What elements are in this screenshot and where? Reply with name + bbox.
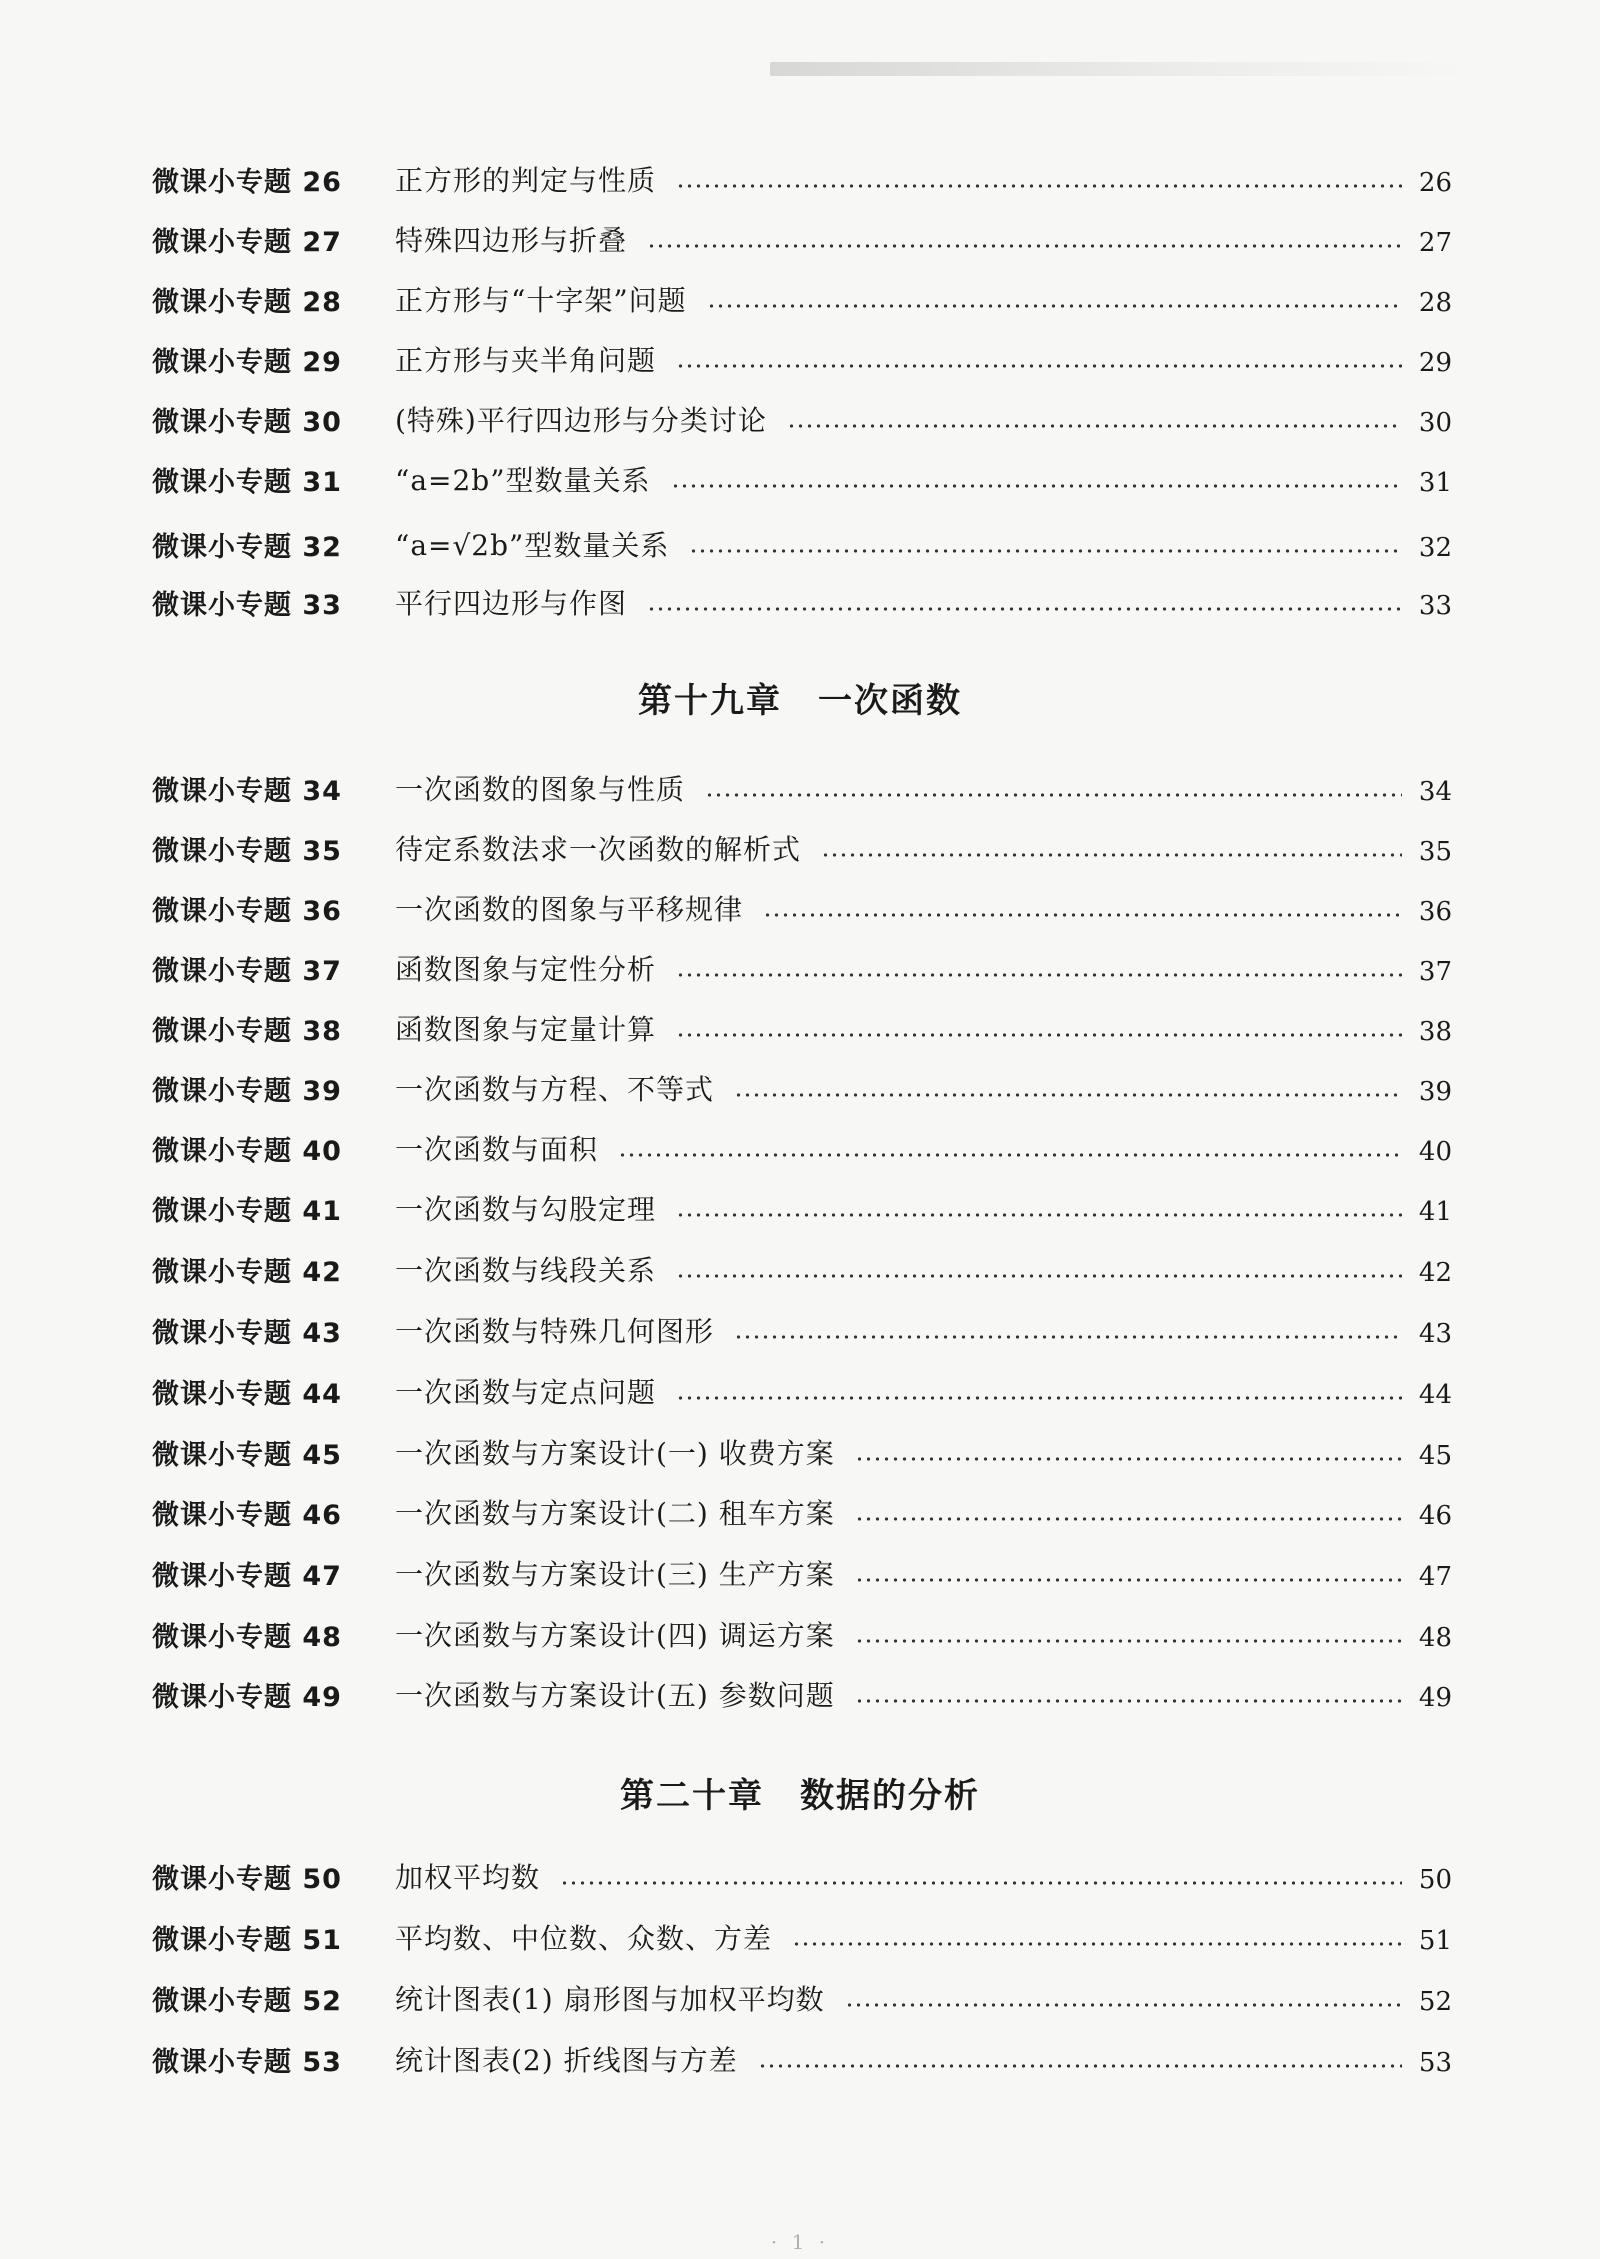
toc-entry[interactable] [152, 1184, 1452, 1232]
entry-page: 42 [1418, 1258, 1452, 1288]
toc-entry[interactable] [152, 1852, 1452, 1900]
entry-page: 27 [1418, 228, 1452, 258]
dot-leader [763, 913, 1402, 917]
entry-title: 一次函数与方程、不等式 [395, 1073, 715, 1106]
entry-label: 微课小专题 48 [152, 1621, 342, 1653]
toc-entry[interactable] [152, 1670, 1452, 1718]
entry-title: 正方形与“十字架”问题 [395, 284, 687, 317]
toc-entry[interactable] [152, 2035, 1452, 2083]
entry-page: 53 [1418, 2048, 1452, 2078]
entry-page: 47 [1418, 1562, 1452, 1592]
entry-label: 微课小专题 46 [152, 1499, 342, 1531]
entry-page: 31 [1418, 468, 1452, 498]
dot-leader [676, 184, 1402, 188]
toc-entry[interactable] [152, 520, 1452, 568]
dot-leader [671, 484, 1402, 488]
entry-page: 34 [1418, 777, 1452, 807]
entry-page: 43 [1418, 1319, 1452, 1349]
dot-leader [647, 607, 1402, 611]
entry-label: 微课小专题 36 [152, 895, 342, 927]
toc-entry[interactable] [152, 1245, 1452, 1293]
entry-label: 微课小专题 27 [152, 226, 342, 258]
entry-page: 30 [1418, 408, 1452, 438]
dot-leader [855, 1517, 1402, 1521]
entry-page: 48 [1418, 1623, 1452, 1653]
entry-page: 26 [1418, 168, 1452, 198]
toc-entry[interactable] [152, 1306, 1452, 1354]
entry-label: 微课小专题 53 [152, 2046, 342, 2078]
entry-label: 微课小专题 44 [152, 1378, 342, 1410]
entry-label: 微课小专题 28 [152, 286, 342, 318]
entry-page: 28 [1418, 288, 1452, 318]
chapter-20-title: 第二十章 数据的分析 [620, 1776, 980, 1816]
entry-title: 统计图表(2) 折线图与方差 [395, 2044, 738, 2077]
entry-label: 微课小专题 47 [152, 1560, 342, 1592]
dot-leader [734, 1093, 1402, 1097]
entry-title: (特殊)平行四边形与分类讨论 [395, 404, 767, 437]
entry-title: 加权平均数 [395, 1861, 541, 1894]
toc-entry[interactable] [152, 155, 1452, 203]
entry-page: 50 [1418, 1865, 1452, 1895]
toc-entry[interactable] [152, 1064, 1452, 1112]
toc-entry[interactable] [152, 1549, 1452, 1597]
toc-entry[interactable] [152, 1004, 1452, 1052]
entry-page: 32 [1418, 533, 1452, 563]
dot-leader [707, 304, 1402, 308]
entry-title: “a=√2b”型数量关系 [395, 529, 670, 562]
entry-label: 微课小专题 41 [152, 1195, 342, 1227]
entry-label: 微课小专题 30 [152, 406, 342, 438]
dot-leader [676, 1274, 1402, 1278]
entry-title: 统计图表(1) 扇形图与加权平均数 [395, 1983, 825, 2016]
entry-title: 正方形的判定与性质 [395, 164, 657, 197]
toc-entry[interactable] [152, 1367, 1452, 1415]
toc-entry[interactable] [152, 275, 1452, 323]
entry-title: 一次函数与方案设计(四) 调运方案 [395, 1619, 835, 1652]
scan-header-noise [770, 62, 1470, 76]
entry-page: 45 [1418, 1441, 1452, 1471]
page-footer-marker: · 1 · [770, 2230, 830, 2254]
entry-page: 38 [1418, 1017, 1452, 1047]
entry-label: 微课小专题 29 [152, 346, 342, 378]
entry-title: 一次函数的图象与性质 [395, 773, 686, 806]
entry-label: 微课小专题 49 [152, 1681, 342, 1713]
entry-page: 36 [1418, 897, 1452, 927]
toc-entry[interactable] [152, 944, 1452, 992]
dot-leader [618, 1153, 1402, 1157]
toc-entry[interactable] [152, 395, 1452, 443]
entry-label: 微课小专题 33 [152, 589, 342, 621]
entry-title: 平均数、中位数、众数、方差 [395, 1922, 773, 1955]
dot-leader [705, 793, 1402, 797]
dot-leader [821, 853, 1402, 857]
entry-title: 一次函数的图象与平移规律 [395, 893, 744, 926]
entry-label: 微课小专题 35 [152, 835, 342, 867]
toc-entry[interactable] [152, 1610, 1452, 1658]
entry-title: 一次函数与方案设计(五) 参数问题 [395, 1679, 835, 1712]
entry-label: 微课小专题 52 [152, 1985, 342, 2017]
entry-label: 微课小专题 50 [152, 1863, 342, 1895]
toc-entry[interactable] [152, 578, 1452, 626]
entry-label: 微课小专题 38 [152, 1015, 342, 1047]
entry-page: 33 [1418, 591, 1452, 621]
entry-page: 37 [1418, 957, 1452, 987]
entry-title: 一次函数与勾股定理 [395, 1193, 657, 1226]
entry-title: 待定系数法求一次函数的解析式 [395, 833, 802, 866]
entry-label: 微课小专题 39 [152, 1075, 342, 1107]
dot-leader [855, 1699, 1402, 1703]
dot-leader [647, 244, 1402, 248]
entry-title: “a=2b”型数量关系 [395, 464, 651, 497]
toc-entry[interactable] [152, 1124, 1452, 1172]
entry-title: 一次函数与定点问题 [395, 1376, 657, 1409]
entry-title: 一次函数与方案设计(三) 生产方案 [395, 1558, 835, 1591]
dot-leader [855, 1639, 1402, 1643]
entry-label: 微课小专题 26 [152, 166, 342, 198]
toc-entry[interactable] [152, 764, 1452, 812]
toc-entry[interactable] [152, 1974, 1452, 2022]
entry-page: 52 [1418, 1987, 1452, 2017]
entry-title: 平行四边形与作图 [395, 587, 628, 620]
dot-leader [792, 1942, 1402, 1946]
chapter-19-title: 第十九章 一次函数 [638, 681, 962, 721]
entry-label: 微课小专题 34 [152, 775, 342, 807]
entry-title: 特殊四边形与折叠 [395, 224, 628, 257]
entry-label: 微课小专题 31 [152, 466, 342, 498]
entry-title: 一次函数与特殊几何图形 [395, 1315, 715, 1348]
entry-title: 函数图象与定性分析 [395, 953, 657, 986]
entry-page: 41 [1418, 1197, 1452, 1227]
entry-title: 一次函数与方案设计(二) 租车方案 [395, 1497, 835, 1530]
entry-label: 微课小专题 40 [152, 1135, 342, 1167]
entry-page: 29 [1418, 348, 1452, 378]
dot-leader [676, 1396, 1402, 1400]
entry-label: 微课小专题 51 [152, 1924, 342, 1956]
entry-label: 微课小专题 42 [152, 1256, 342, 1288]
dot-leader [676, 973, 1402, 977]
toc-entry[interactable] [152, 455, 1452, 503]
toc-entry[interactable] [152, 215, 1452, 263]
entry-title: 函数图象与定量计算 [395, 1013, 657, 1046]
entry-title: 一次函数与线段关系 [395, 1254, 657, 1287]
entry-page: 35 [1418, 837, 1452, 867]
dot-leader [676, 364, 1402, 368]
entry-page: 46 [1418, 1501, 1452, 1531]
entry-page: 39 [1418, 1077, 1452, 1107]
dot-leader [758, 2064, 1402, 2068]
dot-leader [676, 1033, 1402, 1037]
entry-page: 49 [1418, 1683, 1452, 1713]
entry-title: 一次函数与面积 [395, 1133, 599, 1166]
dot-leader [855, 1457, 1402, 1461]
dot-leader [734, 1335, 1402, 1339]
entry-page: 44 [1418, 1380, 1452, 1410]
toc-entry[interactable] [152, 1488, 1452, 1536]
toc-entry[interactable] [152, 335, 1452, 383]
entry-page: 40 [1418, 1137, 1452, 1167]
toc-entry[interactable] [152, 884, 1452, 932]
entry-label: 微课小专题 37 [152, 955, 342, 987]
dot-leader [689, 549, 1402, 553]
entry-label: 微课小专题 32 [152, 531, 342, 563]
toc-entry[interactable] [152, 1428, 1452, 1476]
entry-title: 一次函数与方案设计(一) 收费方案 [395, 1437, 835, 1470]
entry-label: 微课小专题 45 [152, 1439, 342, 1471]
dot-leader [845, 2003, 1402, 2007]
dot-leader [787, 424, 1402, 428]
dot-leader [676, 1213, 1402, 1217]
entry-page: 51 [1418, 1926, 1452, 1956]
entry-title: 正方形与夹半角问题 [395, 344, 657, 377]
entry-label: 微课小专题 43 [152, 1317, 342, 1349]
toc-entry[interactable] [152, 1913, 1452, 1961]
dot-leader [560, 1881, 1402, 1885]
dot-leader [855, 1578, 1402, 1582]
toc-entry[interactable] [152, 824, 1452, 872]
